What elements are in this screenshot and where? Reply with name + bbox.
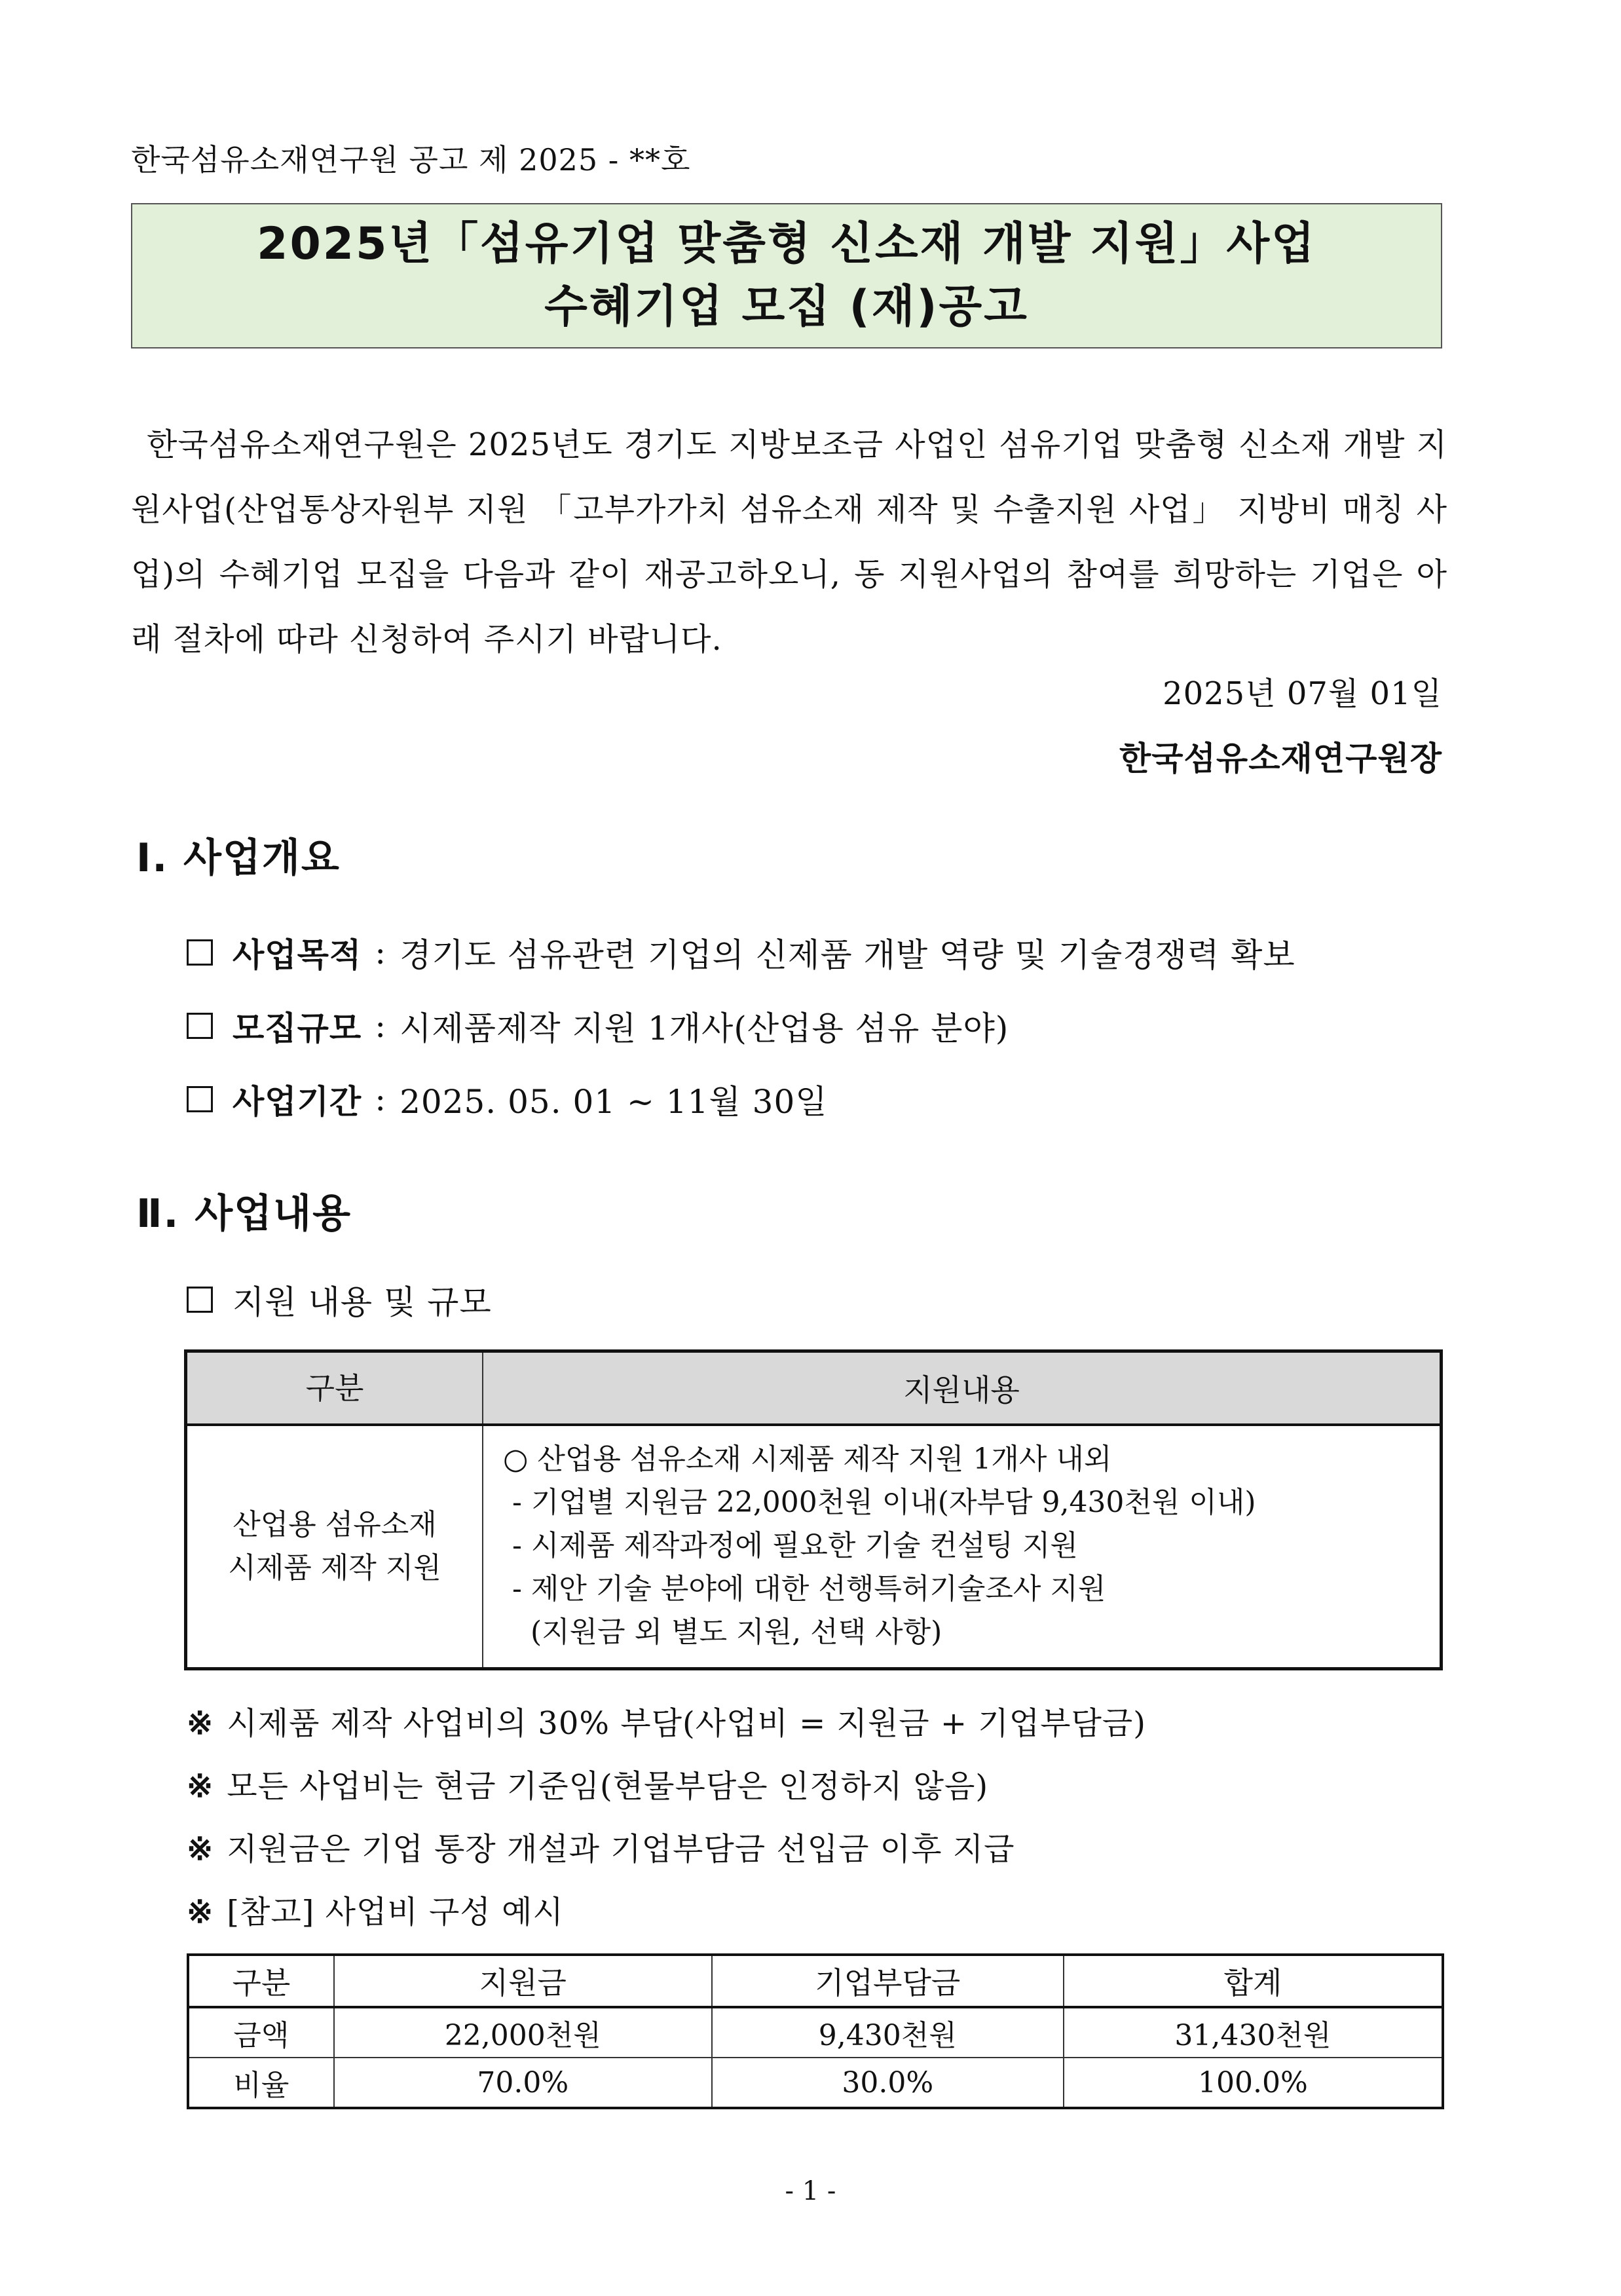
item-text: 2025. 05. 01 ~ 11월 30일 (400, 1083, 828, 1121)
colon: : (375, 1007, 387, 1045)
support-table (184, 1349, 1443, 1670)
content-line: ○ 산업용 섬유소재 시제품 제작 지원 1개사 내외 (503, 1442, 1112, 1476)
table-row (188, 2058, 1443, 2108)
reference-mark-icon: ※ (187, 1768, 214, 1805)
header-cell: 구분 (188, 1955, 334, 2007)
item-text: 시제품제작 지원 1개사(산업용 섬유 분야) (400, 1009, 1009, 1047)
overview-item-purpose (187, 929, 1295, 976)
section-1-title: Ⅰ. 사업개요 (136, 835, 341, 881)
note-text: 시제품 제작 사업비의 30% 부담(사업비 = 지원금 + 기업부담금) (227, 1705, 1146, 1742)
colon: : (375, 1080, 387, 1118)
table-header-row (188, 1955, 1443, 2007)
overview-item-period (187, 1076, 828, 1123)
checkbox-icon (187, 1287, 213, 1313)
header-cell: 합계 (1064, 1955, 1443, 2007)
table-row (186, 1425, 1442, 1669)
header-category: 구분 (186, 1351, 483, 1425)
signature: 한국섬유소재연구원장 (1119, 740, 1442, 778)
table-header-row (186, 1351, 1442, 1425)
category-line: 산업용 섬유소재 (233, 1508, 437, 1541)
table-row (188, 2007, 1443, 2058)
section-2-title: Ⅱ. 사업내용 (136, 1191, 352, 1237)
reference-mark-icon: ※ (187, 1894, 214, 1930)
page-number: - 1 - (785, 2176, 836, 2206)
announcement-date: 2025년 07월 01일 (1163, 675, 1442, 712)
subtitle-text: 지원 내용 및 규모 (233, 1283, 492, 1321)
table-cell: 30.0% (712, 2058, 1064, 2108)
header-cell: 기업부담금 (712, 1955, 1064, 2007)
colon: : (375, 933, 387, 971)
checkbox-icon (187, 939, 213, 966)
note-item (187, 1824, 1015, 1869)
notice-number: 한국섬유소재연구원 공고 제 2025 - **호 (131, 142, 691, 178)
cost-table (187, 1953, 1444, 2109)
item-label: 모집규모 (233, 1009, 362, 1047)
title-line-1: 2025년「섬유기업 맞춤형 신소재 개발 지원」사업 (257, 218, 1316, 270)
item-text: 경기도 섬유관련 기업의 신제품 개발 역량 및 기술경쟁력 확보 (400, 936, 1295, 974)
note-item (187, 1698, 1146, 1743)
note-item (187, 1761, 988, 1806)
reference-mark-icon: ※ (187, 1705, 214, 1742)
title-line-2: 수혜기업 모집 (재)공고 (544, 281, 1029, 333)
note-item (187, 1887, 564, 1932)
table-cell: 70.0% (334, 2058, 712, 2108)
overview-item-scale (187, 1002, 1009, 1049)
intro-paragraph: 한국섬유소재연구원은 2025년도 경기도 지방보조금 사업인 섬유기업 맞춤형 신소재 개발 지원사업(산업통상자원부 지원 「고부가가치 섬유소재 제작 및 수출지원 사업」 지방비 매칭 사업)의 수혜기업 모집을 다음과 같이 재공고하오니, 동 지원사업의 참여를 희망하는 기업은 아래 절차에 따라 신청하여 주시기 바랍니다. (131, 426, 1447, 658)
content-cell (483, 1425, 1442, 1669)
table-cell: 비율 (188, 2058, 334, 2108)
header-cell: 지원금 (334, 1955, 712, 2007)
content-line: - 시제품 제작과정에 필요한 기술 컨설팅 지원 (503, 1529, 1078, 1562)
checkbox-icon (187, 1013, 213, 1039)
reference-mark-icon: ※ (187, 1831, 214, 1868)
table-cell: 31,430천원 (1064, 2007, 1443, 2058)
table-cell: 금액 (188, 2007, 334, 2058)
category-cell (186, 1425, 483, 1669)
item-label: 사업목적 (233, 936, 362, 974)
table-cell: 9,430천원 (712, 2007, 1064, 2058)
header-content: 지원내용 (483, 1351, 1442, 1425)
checkbox-icon (187, 1086, 213, 1112)
support-subtitle (187, 1276, 492, 1323)
content-line: (지원금 외 별도 지원, 선택 사항) (503, 1615, 942, 1649)
item-label: 사업기간 (233, 1083, 362, 1121)
table-cell: 22,000천원 (334, 2007, 712, 2058)
note-text: 지원금은 기업 통장 개설과 기업부담금 선입금 이후 지급 (227, 1831, 1015, 1868)
title-box (131, 203, 1442, 348)
content-line: - 제안 기술 분야에 대한 선행특허기술조사 지원 (503, 1572, 1106, 1606)
category-line: 시제품 제작 지원 (228, 1551, 441, 1585)
note-text: 모든 사업비는 현금 기준임(현물부담은 인정하지 않음) (227, 1768, 989, 1805)
table-cell: 100.0% (1064, 2058, 1443, 2108)
note-text: [참고] 사업비 구성 예시 (227, 1894, 564, 1930)
content-line: - 기업별 지원금 22,000천원 이내(자부담 9,430천원 이내) (503, 1486, 1256, 1519)
